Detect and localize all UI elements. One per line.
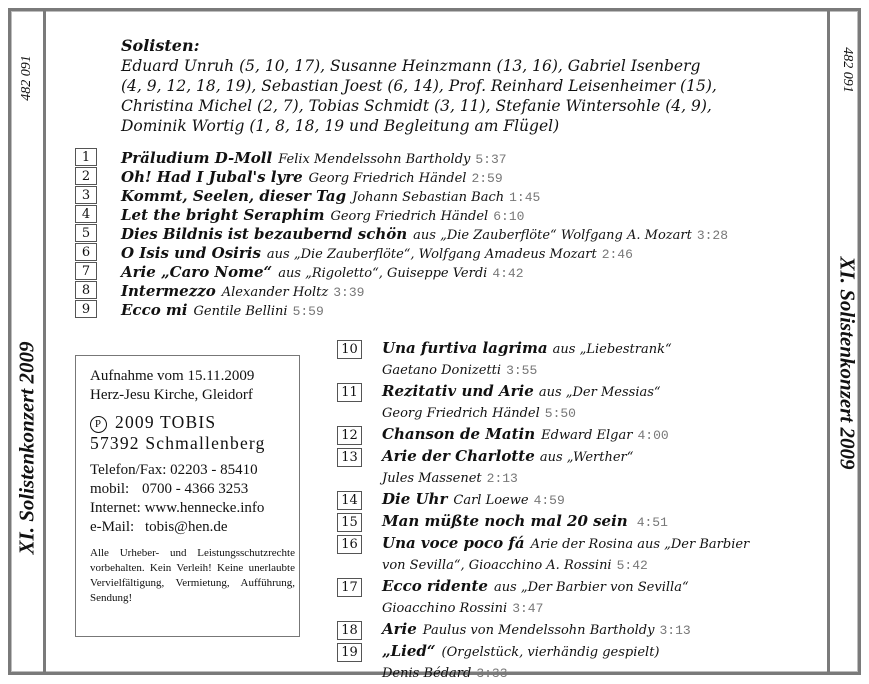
tracklist-left — [75, 148, 728, 319]
track-row — [337, 511, 749, 532]
track-duration: 4:51 — [636, 515, 668, 530]
soloists-line: (4, 9, 12, 18, 19), Sebastian Joest (6, 14), Prof. Reinhard Leisenheimer (15), — [121, 77, 717, 95]
track-duration: 4:42 — [492, 266, 524, 281]
track-number: 8 — [75, 281, 97, 299]
track-title: Oh! Had I Jubal's lyre — [121, 168, 303, 186]
track-row — [337, 489, 749, 510]
track-row — [337, 576, 749, 618]
track-title: Die Uhr — [382, 490, 448, 508]
track-info: Edward Elgar — [541, 428, 633, 443]
track-title: Una furtiva lagrima — [382, 339, 548, 357]
spine-title: XI. Solistenkonzert 2009 — [14, 341, 39, 555]
track-number: 11 — [337, 383, 362, 402]
email-link[interactable]: tobis@hen.de — [145, 519, 228, 535]
internet-line — [90, 499, 299, 518]
track-composer: Georg Friedrich Händel — [382, 406, 540, 421]
track-title: Man müßte noch mal 20 sein — [382, 512, 628, 530]
track-title: Arie der Charlotte — [382, 447, 535, 465]
track-row — [337, 446, 749, 488]
track-composer: Gioacchino Rossini — [382, 601, 508, 616]
track-info: aus „Werther“ — [539, 450, 634, 465]
spine-catalog-number: 482 091 — [19, 55, 34, 101]
track-duration: 3:33 — [476, 666, 508, 681]
track-title: O Isis und Osiris — [121, 244, 261, 262]
mobile-number: 0700 - 4366 3253 — [142, 481, 249, 497]
track-info: (Orgelstück, vierhändig gespielt) — [441, 645, 660, 660]
track-number: 9 — [75, 300, 97, 318]
track-info: aus „Liebestrank“ — [552, 342, 672, 357]
track-number: 16 — [337, 535, 362, 554]
track-info: aus „Der Barbier von Sevilla“ — [493, 580, 689, 595]
track-row — [75, 262, 728, 281]
track-number: 18 — [337, 621, 362, 640]
recording-date: Aufnahme vom 15.11.2009 — [90, 368, 255, 384]
track-number: 3 — [75, 186, 97, 204]
track-duration: 4:59 — [533, 493, 565, 508]
track-number: 1 — [75, 148, 97, 166]
track-duration: 2:59 — [471, 171, 503, 186]
track-composer: Denis Bédard — [382, 666, 472, 681]
track-title: Rezitativ und Arie — [382, 382, 534, 400]
track-title: Arie — [382, 620, 417, 638]
internet-label: Internet: — [90, 500, 141, 516]
label-address: 57392 Schmallenberg — [90, 433, 266, 453]
track-duration: 3:55 — [506, 363, 538, 378]
track-title: Chanson de Matin — [382, 425, 536, 443]
copyright-notice: Alle Urheber- und Leistungsschutzrechte vorbehalten. Kein Verleih! Keine unerlaubte Vervielfältigung, Vermietung, Aufführung, Sendung! — [90, 547, 295, 604]
track-number: 13 — [337, 448, 362, 467]
phone-fax: Telefon/Fax: 02203 - 85410 — [90, 462, 258, 478]
track-row — [75, 243, 728, 262]
track-duration: 5:42 — [616, 558, 648, 573]
track-title: Dies Bildnis ist bezaubernd schön — [121, 225, 408, 243]
track-info: Johann Sebastian Bach — [352, 190, 505, 205]
track-row — [337, 619, 749, 640]
track-number: 5 — [75, 224, 97, 242]
mobile-line — [90, 480, 299, 499]
label-name: 2009 TOBIS — [115, 412, 217, 432]
track-duration: 3:47 — [512, 601, 544, 616]
track-number: 6 — [75, 243, 97, 261]
right-spine — [827, 8, 861, 675]
track-info: Felix Mendelssohn Bartholdy — [278, 152, 471, 167]
track-duration: 1:45 — [509, 190, 541, 205]
track-title: Ecco mi — [121, 301, 188, 319]
track-row — [75, 300, 728, 319]
track-info: Gentile Bellini — [193, 304, 288, 319]
track-duration: 2:13 — [486, 471, 518, 486]
soloists-heading: Solisten: — [121, 36, 200, 55]
track-duration: 2:46 — [601, 247, 633, 262]
track-duration: 5:59 — [292, 304, 324, 319]
track-title: Arie „Caro Nome“ — [121, 263, 273, 281]
spine-title: XI. Solistenkonzert 2009 — [835, 256, 860, 470]
track-duration: 3:13 — [659, 623, 691, 638]
soloists-line: Eduard Unruh (5, 10, 17), Susanne Heinzmann (13, 16), Gabriel Isenberg — [121, 57, 701, 75]
track-duration: 3:39 — [333, 285, 365, 300]
mobile-label: mobil: — [90, 481, 130, 497]
track-number: 15 — [337, 513, 362, 532]
track-number: 14 — [337, 491, 362, 510]
track-row — [337, 533, 749, 575]
track-title: Let the bright Seraphim — [121, 206, 325, 224]
track-number: 19 — [337, 643, 362, 662]
phonogram-line — [90, 412, 299, 433]
track-number: 7 — [75, 262, 97, 280]
track-row — [75, 167, 728, 186]
track-row — [75, 205, 728, 224]
track-composer: Jules Massenet — [382, 471, 482, 486]
recording-location: Herz-Jesu Kirche, Gleidorf — [90, 387, 253, 403]
track-info: Arie der Rosina aus „Der Barbier — [530, 537, 750, 552]
track-number: 4 — [75, 205, 97, 223]
track-info: Paulus von Mendelssohn Bartholdy — [422, 623, 655, 638]
email-line — [90, 518, 299, 537]
track-info: aus „Die Zauberflöte“, Wolfgang Amadeus Mozart — [266, 247, 597, 262]
track-composer: von Sevilla“, Gioacchino A. Rossini — [382, 558, 612, 573]
track-number: 12 — [337, 426, 362, 445]
track-number: 2 — [75, 167, 97, 185]
track-row — [75, 224, 728, 243]
track-info: aus „Die Zauberflöte“ Wolfgang A. Mozart — [413, 228, 692, 243]
website-link[interactable]: www.hennecke.info — [144, 500, 265, 516]
track-title: Präludium D-Moll — [121, 149, 273, 167]
track-duration: 5:50 — [544, 406, 576, 421]
track-title: Intermezzo — [121, 282, 216, 300]
email-label: e-Mail: — [90, 519, 135, 535]
track-info: Alexander Holtz — [221, 285, 329, 300]
track-row — [337, 338, 749, 380]
soloists-line: Dominik Wortig (1, 8, 18, 19 und Begleitung am Flügel) — [121, 117, 560, 135]
track-info: aus „Der Messias“ — [538, 385, 661, 400]
soloists-section — [121, 36, 761, 136]
track-title: Una voce poco fá — [382, 534, 525, 552]
track-duration: 5:37 — [475, 152, 507, 167]
track-info: Georg Friedrich Händel — [330, 209, 489, 224]
track-composer: Gaetano Donizetti — [382, 363, 502, 378]
recording-info-box — [75, 355, 300, 637]
track-number: 10 — [337, 340, 362, 359]
track-title: Ecco ridente — [382, 577, 488, 595]
track-row — [337, 424, 749, 445]
phonogram-icon: P — [90, 416, 107, 433]
track-row — [75, 186, 728, 205]
left-spine — [8, 8, 46, 675]
track-row — [337, 641, 749, 683]
track-duration: 3:28 — [696, 228, 729, 243]
track-info: aus „Rigoletto“, Guiseppe Verdi — [278, 266, 488, 281]
track-title: Kommt, Seelen, dieser Tag — [121, 187, 347, 205]
spine-catalog-number: 482 091 — [840, 47, 855, 93]
track-row — [337, 381, 749, 423]
track-duration: 6:10 — [493, 209, 525, 224]
track-number: 17 — [337, 578, 362, 597]
track-info: Georg Friedrich Händel — [308, 171, 467, 186]
track-row — [75, 281, 728, 300]
track-info: Carl Loewe — [453, 493, 529, 508]
tracklist-right — [337, 338, 749, 684]
soloists-line: Christina Michel (2, 7), Tobias Schmidt (3, 11), Stefanie Wintersohle (4, 9), — [121, 97, 712, 115]
track-title: „Lied“ — [382, 642, 436, 660]
track-row — [75, 148, 728, 167]
track-duration: 4:00 — [637, 428, 669, 443]
